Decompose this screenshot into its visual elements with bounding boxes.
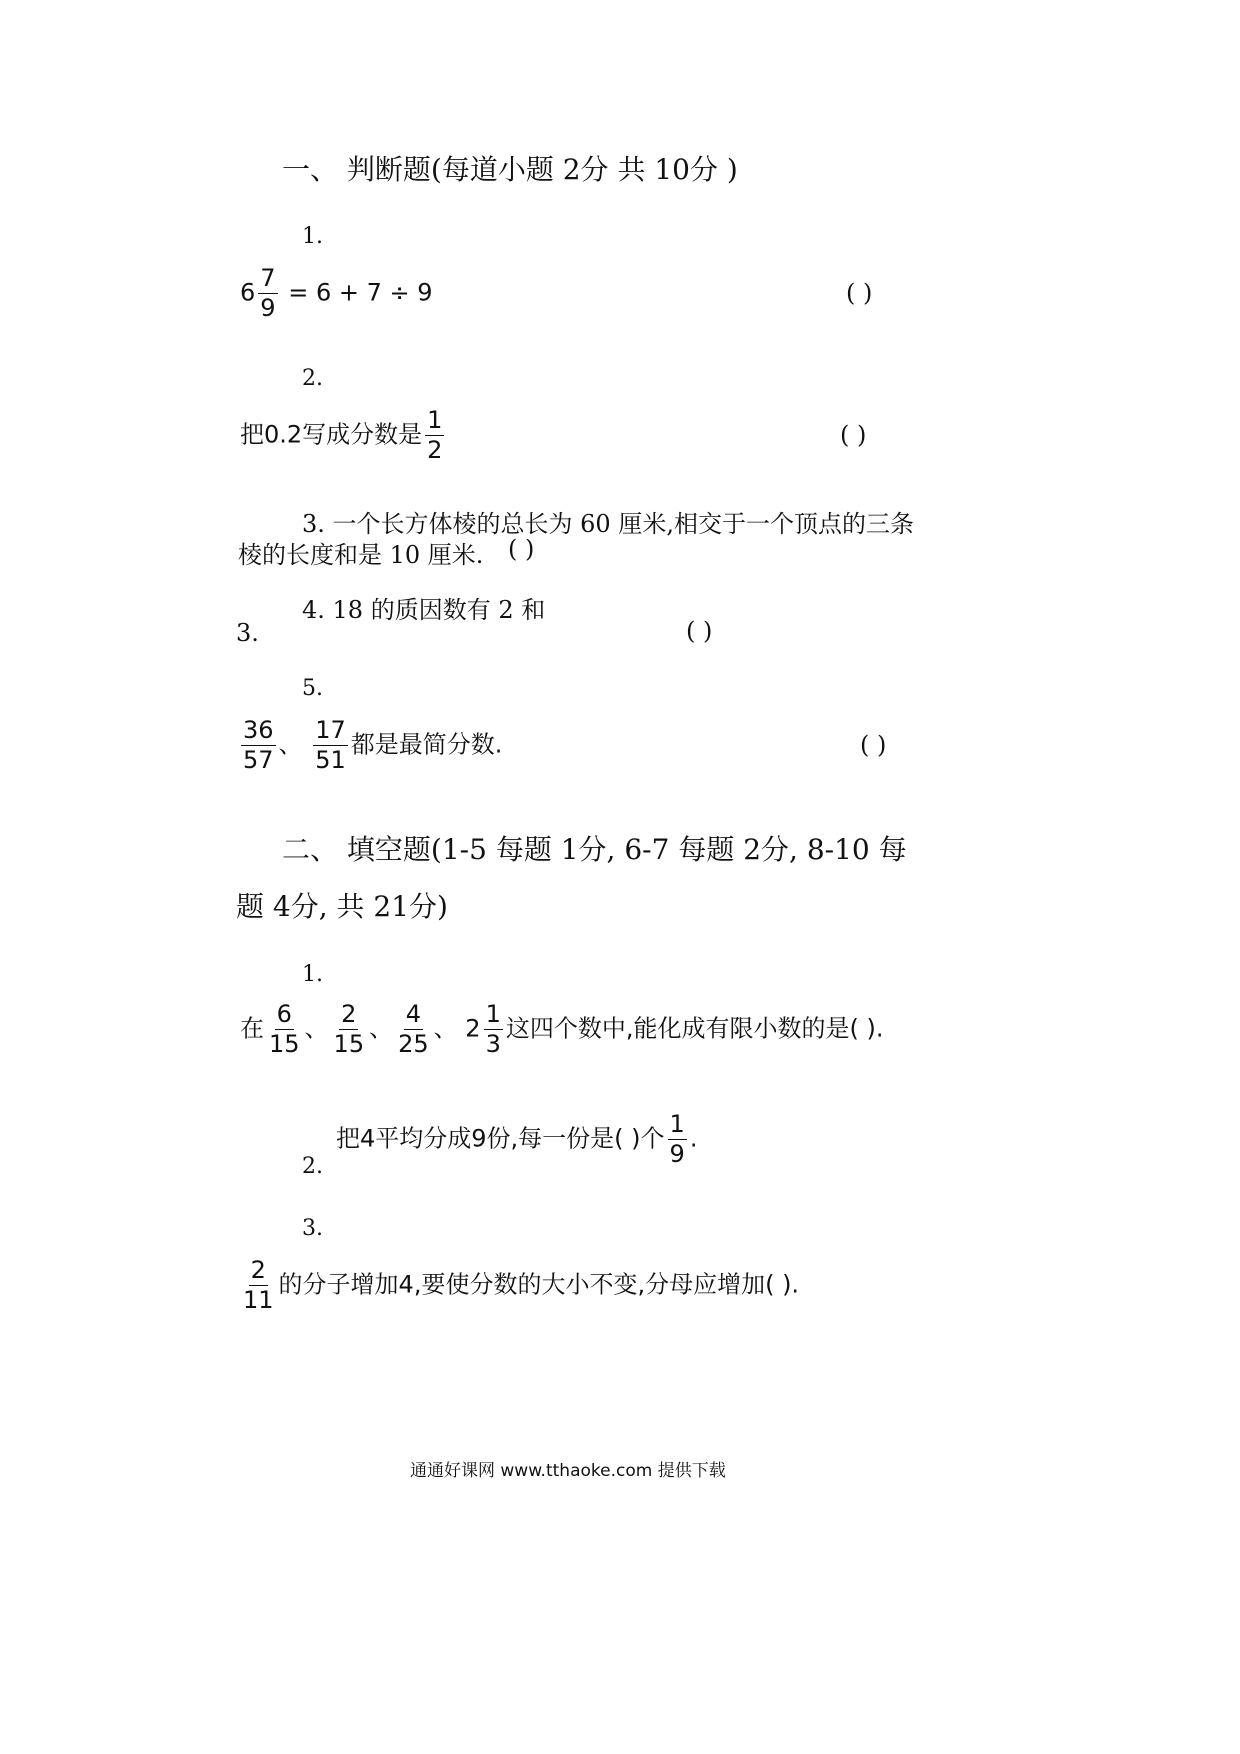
section2-title-line1: 二、 填空题(1-5 每题 1分, 6-7 每题 2分, 8-10 每 [282, 833, 907, 866]
s2-q3-expression [238, 1258, 799, 1313]
q3-line2: 棱的长度和是 10 厘米. [238, 541, 484, 569]
q4-answer-blank[interactable]: ( ) [686, 617, 713, 645]
s2-q3-fraction [241, 1258, 276, 1313]
q5-number: 5. [302, 676, 323, 701]
s2-q2-fraction [668, 1112, 687, 1167]
q2-expression [240, 408, 447, 463]
s2-q3-number: 3. [302, 1216, 323, 1241]
s2-q2-frac-den: 9 [669, 1140, 685, 1169]
q5-fraction-1 [241, 718, 276, 773]
s2-q1-mixed-fraction [484, 1002, 503, 1057]
s2-q1-f2-den: 15 [333, 1030, 365, 1059]
q5-separator: 、 [278, 730, 303, 759]
q5-f2-den: 51 [315, 746, 346, 775]
q1-rest: = 6 + 7 ÷ 9 [288, 278, 433, 307]
q1-expression [240, 266, 432, 321]
q4-line1: 4. 18 的质因数有 2 和 [302, 596, 546, 624]
s2-q1-sep-3: 、 [433, 1014, 458, 1043]
q1-fraction [258, 266, 277, 321]
s2-q1-f1-den: 15 [269, 1030, 300, 1059]
s2-q1-prefix: 在 [240, 1014, 264, 1043]
q3-line1: 3. 一个长方体棱的总长为 60 厘米,相交于一个顶点的三条 [302, 510, 914, 538]
q2-number: 2. [302, 366, 323, 391]
s2-q1-f3-den: 25 [398, 1030, 429, 1059]
s2-q1-text[interactable]: 这四个数中,能化成有限小数的是( ). [505, 1014, 884, 1043]
s2-q2-frac-num: 1 [668, 1112, 687, 1140]
q2-answer-blank[interactable]: ( ) [840, 421, 867, 449]
s2-q1-sep-2: 、 [369, 1014, 394, 1043]
s2-q3-text[interactable]: 的分子增加4,要使分数的大小不变,分母应增加( ). [278, 1270, 800, 1299]
s2-q1-f2-num: 2 [339, 1002, 358, 1030]
q5-f1-num: 36 [241, 718, 276, 746]
q1-whole: 6 [240, 278, 256, 307]
q1-number: 1. [302, 224, 323, 249]
q1-frac-num: 7 [258, 266, 277, 294]
q5-answer-blank[interactable]: ( ) [860, 731, 887, 759]
q2-text: 把0.2写成分数是 [240, 420, 423, 449]
q2-frac-num: 1 [425, 408, 444, 436]
q3-answer-blank[interactable]: ( ) [508, 535, 535, 563]
q5-fraction-2 [313, 718, 348, 773]
s2-q2-text[interactable]: 把4平均分成9份,每一份是( )个 [336, 1124, 665, 1153]
q5-expression [238, 718, 502, 773]
s2-q1-mixed-num: 1 [484, 1002, 503, 1030]
s2-q1-fraction-2 [332, 1002, 367, 1057]
s2-q1-fraction-1 [267, 1002, 302, 1057]
q2-frac-den: 2 [427, 436, 443, 465]
s2-q1-f1-num: 6 [275, 1002, 294, 1030]
q4-line2: 3. [236, 619, 259, 647]
section1-title: 一、 判断题(每道小题 2分 共 10分 ) [282, 153, 738, 186]
s2-q1-f3-num: 4 [404, 1002, 423, 1030]
s2-q1-fraction-3 [396, 1002, 431, 1057]
s2-q1-expression [240, 1002, 883, 1057]
q5-f1-den: 57 [243, 746, 274, 775]
q5-f2-num: 17 [313, 718, 348, 746]
s2-q3-frac-num: 2 [249, 1258, 268, 1286]
s2-q1-mixed-den: 3 [485, 1030, 501, 1059]
s2-q1-mixed-whole: 2 [465, 1014, 481, 1043]
q1-answer-blank[interactable]: ( ) [846, 279, 873, 307]
q2-fraction [425, 408, 444, 463]
s2-q2-expression [336, 1112, 697, 1167]
section2-title-line2: 题 4分, 共 21分) [236, 890, 448, 923]
q5-text: 都是最简分数. [350, 730, 503, 759]
s2-q1-sep-1: 、 [304, 1014, 329, 1043]
footer-credit: 通通好课网 www.tthaoke.com 提供下载 [410, 1461, 726, 1481]
s2-q2-tail: . [689, 1124, 698, 1153]
s2-q2-number: 2. [302, 1154, 323, 1179]
s2-q1-number: 1. [302, 962, 323, 987]
s2-q3-frac-den: 11 [243, 1286, 274, 1315]
q1-frac-den: 9 [260, 294, 276, 323]
